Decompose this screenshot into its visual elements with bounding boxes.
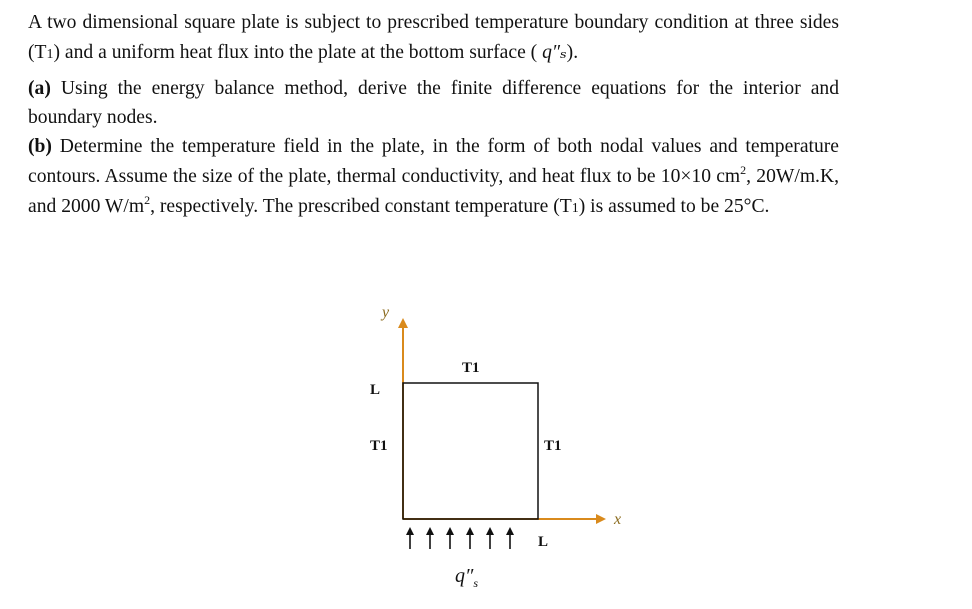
top-boundary-label: T1 bbox=[462, 360, 480, 376]
flux-symbol: q″ₛ bbox=[542, 42, 567, 63]
intro-line-2a: three sides (T bbox=[28, 12, 840, 63]
heat-flux-arrows bbox=[410, 529, 510, 549]
part-b-label: (b) bbox=[28, 136, 52, 157]
right-boundary-label: T1 bbox=[544, 438, 562, 454]
part-b-text-1: Determine the temperature field in the plate, in the form of both nodal values and temperature contours. Assume the size of the plate, thermal conductivity, and heat flux to be 10×10 cm bbox=[28, 136, 839, 187]
left-boundary-label: T1 bbox=[370, 438, 388, 454]
part-b-text-3: , respectively. The prescribed constant temperature (T bbox=[150, 196, 572, 217]
part-a-label: (a) bbox=[28, 78, 51, 99]
bottom-length-label: L bbox=[538, 534, 549, 550]
flux-exponent: 2 bbox=[144, 193, 151, 207]
flux-label: $q''_s$ bbox=[455, 565, 479, 590]
intro-line-1: A two dimensional square plate is subject to prescribed temperature boundary condition at bbox=[28, 12, 749, 33]
area-exponent: 2 bbox=[740, 163, 747, 177]
part-b-text-4: ) is assumed to be 25°C. bbox=[578, 196, 770, 217]
t-subscript-2: 1 bbox=[571, 201, 579, 216]
square-plate bbox=[403, 383, 538, 519]
part-b-text-2: , 20W/m.K, and 2000 W/m bbox=[28, 166, 840, 217]
left-length-label: L bbox=[370, 382, 381, 398]
x-axis-label: x bbox=[614, 511, 622, 528]
t-subscript: 1 bbox=[46, 47, 54, 62]
part-a-text: Using the energy balance method, derive the finite difference equations for the interior and boundary nodes. bbox=[28, 78, 839, 128]
intro-line-2b: ) and a uniform heat flux into the plate at the bottom surface ( bbox=[53, 42, 538, 63]
intro-line-2c: ). bbox=[566, 42, 579, 63]
y-axis-label: y bbox=[382, 304, 390, 321]
